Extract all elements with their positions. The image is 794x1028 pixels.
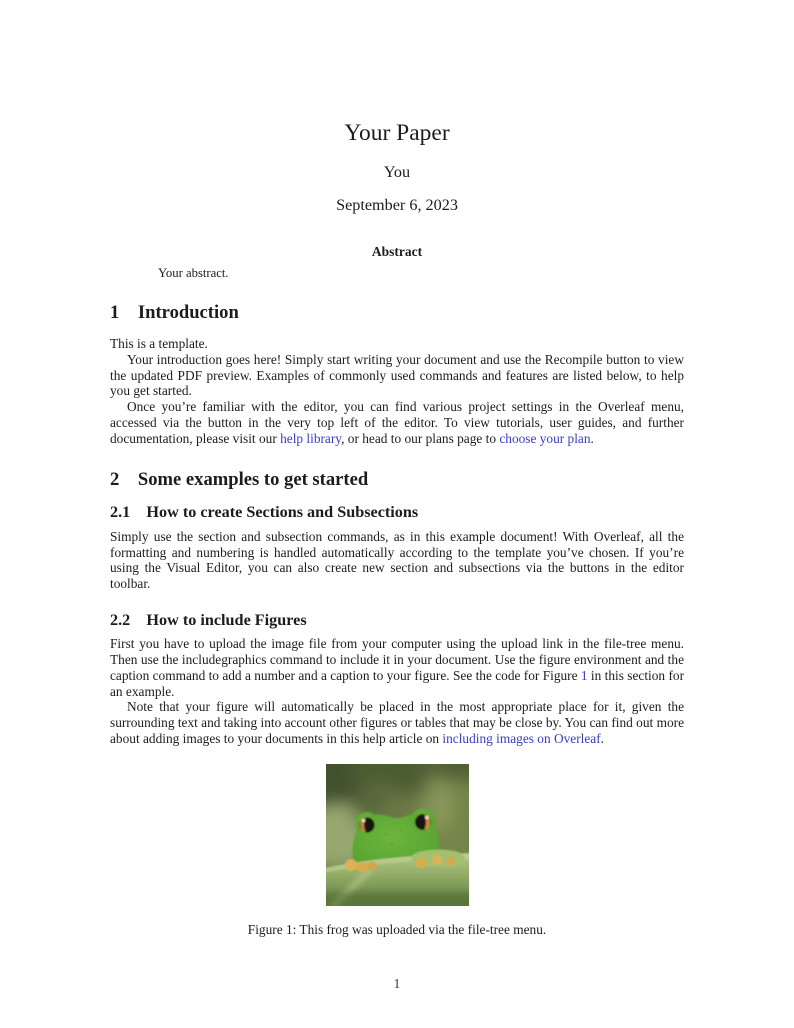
choose-your-plan-link[interactable]: choose your plan [499,430,591,446]
paper-date: September 6, 2023 [336,196,458,215]
section-1-heading [110,302,684,323]
frog-image [326,764,469,906]
subsection-2-2-paragraph-1 [110,636,684,699]
section-1-number: 1 [110,302,120,323]
title-block [110,120,684,215]
section-1-title: Introduction [137,302,239,323]
figure-1 [110,764,684,938]
subsection-2-2-number: 2.2 [110,610,131,629]
including-images-on-overleaf-link[interactable]: including images on Overleaf [442,730,601,746]
subsection-2-1-heading [110,503,684,522]
text-segment: in this section for an example. [110,667,685,699]
section-2-number: 2 [110,469,120,490]
subsection-2-2-heading [110,611,684,630]
abstract-text: Your abstract. [158,266,229,280]
page-number: 1 [393,976,401,991]
subsection-2-2-paragraph-2 [110,699,684,746]
section-introduction [110,302,684,446]
text-segment: . [600,730,604,746]
subsection-2-1-paragraph: Simply use the section and subsection commands, as in this example document! With Overleaf, all the formatting and numbering is handled automatically according to the template you’ve chosen. If you’re using the Visual Editor, you can also create new section and subsections via the buttons in the editor toolbar. [110,529,684,592]
section-2-title: Some examples to get started [137,469,369,490]
figure-1-caption: Figure 1: This frog was uploaded via the file-tree menu. [247,922,547,937]
intro-paragraph-1: This is a template. [110,336,208,352]
text-segment: Note that your figure will automatically be placed in the most appropriate place for it, given the surrounding text and taking into account other figures or tables that may be close by. You can find out more about adding images to your documents in this help article on [110,699,684,746]
figure-1-ref-link[interactable]: 1 [580,667,588,683]
section-examples [110,469,684,746]
paper-author: You [383,163,411,182]
subsection-2-2-title: How to include Figures [146,610,307,629]
section-2-heading [110,469,684,490]
abstract-heading: Abstract [371,244,423,259]
help-library-link[interactable]: help library [280,430,342,446]
text-segment: , or head to our plans page to [341,430,500,446]
intro-paragraph-2: Your introduction goes here! Simply start writing your document and use the Recompile button to view the updated PDF preview. Examples of commonly used commands and features are listed below, to help you get started. [110,352,684,399]
text-segment: First you have to upload the image file from your computer using the upload link in the file-tree menu. Then use the includegraphics command to include it in your document. Use the figure environment and the caption command to add a number and a caption to your figure. See the code for Figure [110,636,684,683]
intro-paragraph-3 [110,399,684,446]
text-segment: Once you’re familiar with the editor, you can find various project settings in the Overleaf menu, accessed via the button in the very top left of the editor. To view tutorials, user guides, and further documentation, please visit our [110,399,684,446]
subsection-2-1-title: How to create Sections and Subsections [146,503,419,522]
text-segment: . [590,430,594,446]
subsection-2-1-number: 2.1 [110,503,131,522]
paper-title: Your Paper [344,120,450,146]
abstract-block [110,244,684,281]
